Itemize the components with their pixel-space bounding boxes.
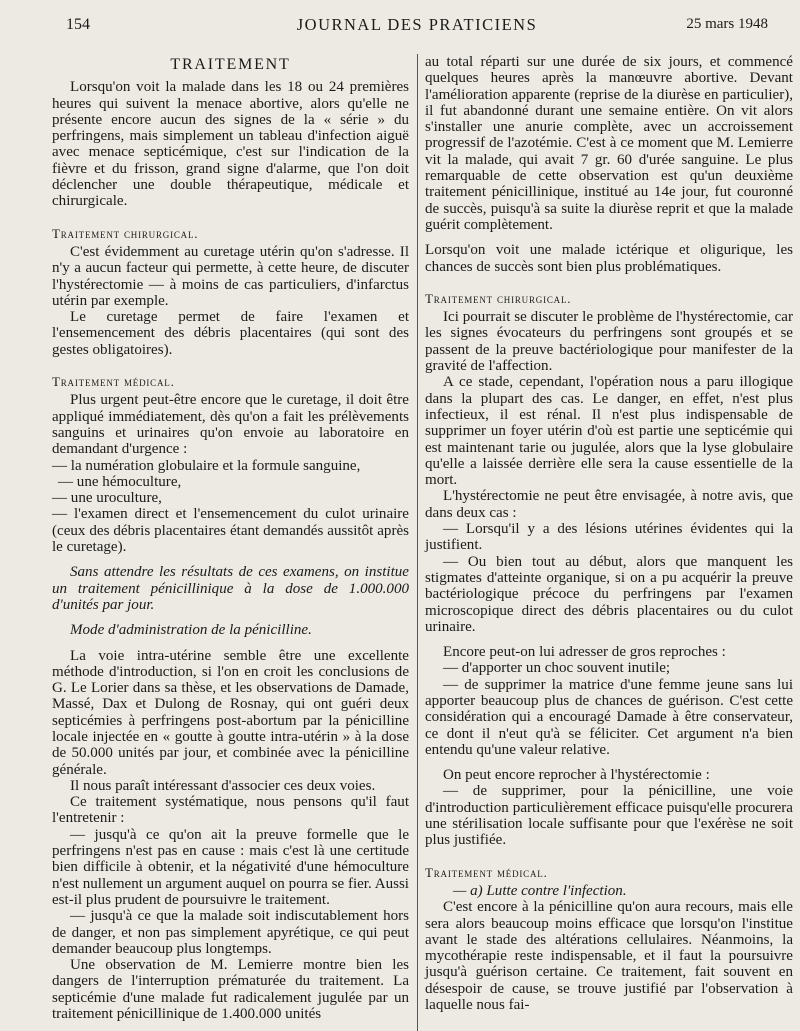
column-divider xyxy=(417,54,418,1031)
paragraph: Sans attendre les résultats de ces examens, on institue un traitement pénicillinique à la dose de 1.000.000 d'unités par jour. xyxy=(52,564,409,613)
paragraph: Ici pourrait se discuter le problème de l'hystérectomie, car les signes évocateurs du perfringens sont groupés et se passent de la preuve bactériologique pour manifester de la gravité de l'affection. xyxy=(425,309,793,375)
paragraph: — d'apporter un choc souvent inutile; xyxy=(443,660,671,677)
list-item: — la numération globulaire et la formule sanguine, xyxy=(52,457,361,474)
issue-date: 25 mars 1948 xyxy=(686,16,768,32)
subheading-surgical: Traitement chirurgical. xyxy=(425,290,572,306)
paragraph: — de supprimer, pour la pénicilline, une voie d'introduction particulièrement efficace puisqu'elle procurera une stérilisation locale suffisante pour que l'exérèse ne soit plus justifiée. xyxy=(425,783,793,849)
article-body xyxy=(52,54,794,1031)
running-header xyxy=(66,10,768,40)
subheading-penicillin: Mode d'administration de la pénicilline. xyxy=(70,622,312,639)
paragraph: au total réparti sur une durée de six jours, et commencé quelques heures après la manœuvre abortive. Devant l'amélioration apparente (reprise de la diurèse en particulier), il fut abandonné durant une semaine entière. On vit alors s'installer une anurie complète, avec un accroissement progressif de l'azotémie. C'est à ce moment que M. Lemierre vit la malade, qui avait 7 gr. 60 d'urée sanguine. Le plus remarquable de cette observation est qu'un deuxième traitement pénicillinique, institué au 14e jour, fut couronné de succès, puisqu'à sa suite la diurèse reprit et que la malade guérit complètement. xyxy=(425,54,793,233)
paragraph: La voie intra-utérine semble être une excellente méthode d'introduction, si l'on en croit les conclusions de G. Le Lorier dans sa thèse, et les observations de Damade, Massé, Dax et Dulong de Rosnay, qui ont guéri deux septicémies à perfringens post-abortum par la pénicilline locale injectée en « goutte à goutte intra-utérin » à la dose de 50.000 unités par jour, et combinée avec la pénicilline générale. xyxy=(52,647,409,778)
list-item: — une uroculture, xyxy=(52,490,162,507)
paragraph: Il nous paraît intéressant d'associer ces deux voies. xyxy=(70,777,376,794)
paragraph-icteric: Lorsqu'on voit une malade ictérique et oligurique, les chances de succès sont bien plus problématiques. xyxy=(425,242,793,275)
paragraph: Plus urgent peut-être encore que le curetage, il doit être appliqué immédiatement, dès qu'on a fait les prélèvements sanguins et urinaires qu'on envoie au laboratoire en demandant d'urgence : xyxy=(52,392,409,458)
paragraph: On peut encore reprocher à l'hystérectomie : xyxy=(443,767,710,784)
paragraph: — Ou bien tout au début, alors que manquent les stigmates d'atteinte organique, si on a pu acquérir la preuve bactériologique précoce du perfringens par l'examen microscopique direct des débris placentaires ou du culot urinaire. xyxy=(425,553,793,635)
subheading-surgical: Traitement chirurgical. xyxy=(52,225,199,241)
intro-paragraph: Lorsqu'on voit la malade dans les 18 ou 24 premières heures qui suivent la menace abortive, alors qu'elle ne présente encore aucun des signes de la « série » du perfringens, mais simplement un tableau d'infection aiguë avec menace septicémique, c'est sur l'indication de la fièvre et du frisson, grand signe d'alarme, que l'on doit déclencher une double thérapeutique, médicale et chirurgicale. xyxy=(52,79,409,210)
list-item: — l'examen direct et l'ensemencement du culot urinaire (ceux des débris placentaires étant demandés aussitôt après le curetage). xyxy=(52,506,409,556)
paragraph: Encore peut-on lui adresser de gros reproches : xyxy=(443,644,726,661)
paragraph: L'hystérectomie ne peut être envisagée, à notre avis, que dans deux cas : xyxy=(425,488,793,521)
paragraph: — Lorsqu'il y a des lésions utérines évidentes qui la justifient. xyxy=(425,521,793,554)
page-number: 154 xyxy=(66,16,90,33)
journal-title: JOURNAL DES PRATICIENS xyxy=(296,15,538,34)
paragraph: — de supprimer la matrice d'une femme jeune sans lui apporter beaucoup plus de chances de guérison. C'est cette considération qui a encouragé Damade à être conservateur, ce dont il n'eut qu'à se féliciter. Cet argument n'a bien entendu qu'une valeur relative. xyxy=(425,676,793,758)
paragraph: Une observation de M. Lemierre montre bien les dangers de l'interruption prématurée du traitement. La septicémie d'une malade fut radicalement jugulée par un traitement pénicillinique de 1.400.000 unités xyxy=(52,957,409,1023)
list-item: — une hémoculture, xyxy=(58,473,182,490)
paragraph: Le curetage permet de faire l'examen et l'ensemencement des débris placentaires (qui sont des gestes obligatoires). xyxy=(52,309,409,358)
right-column xyxy=(425,54,793,1013)
paragraph: C'est évidemment au curetage utérin qu'on s'adresse. Il n'y a aucun facteur qui permette, à cette heure, de discuter l'hystérectomie — à moins de cas particuliers, d'infarctus utérin par exemple. xyxy=(52,243,409,309)
paragraph: C'est encore à la pénicilline qu'on aura recours, mais elle sera alors beaucoup moins efficace que lorsqu'on l'institue avant le stade des altérations cellulaires. Néanmoins, la mycothérapie reste indispensable, et il faut la poursuivre jusqu'à guérison certaine. Ce traitement, fait souvent en désespoir de cause, se trouve justifié par l'observation à laquelle nous fai- xyxy=(425,899,793,1014)
paragraph: Ce traitement systématique, nous pensons qu'il faut l'entretenir : xyxy=(52,794,409,827)
paragraph: A ce stade, cependant, l'opération nous a paru illogique dans la plupart des cas. Le danger, en effet, n'est plus infectieux, il est rénal. Il n'est plus indispensable de supprimer un foyer utérin d'où est partie une septicémie qui est maintenant tarie ou jugulée, alors que la lyse globulaire qu'elle a laissée derrière elle sera la cause essentielle de la mort. xyxy=(425,374,793,489)
subheading-medical: Traitement médical. xyxy=(52,374,175,390)
left-column xyxy=(52,54,409,1022)
paragraph: — jusqu'à ce qu'on ait la preuve formelle que le perfringens n'est pas en cause : mais c'est là une certitude bien difficile à obtenir, et la négativité d'une hémoculture n'est nullement un argument auquel on pourra se fier. Aussi est-il plus prudent de poursuivre le traitement. xyxy=(52,826,409,908)
subheading-infection: — a) Lutte contre l'infection. xyxy=(453,882,627,899)
paragraph: — jusqu'à ce que la malade soit indiscutablement hors de danger, et non pas simplement apyrétique, ce qui peut demander beaucoup plus longtemps. xyxy=(52,908,409,957)
subheading-medical: Traitement médical. xyxy=(425,864,548,880)
section-title: TRAITEMENT xyxy=(170,56,291,73)
